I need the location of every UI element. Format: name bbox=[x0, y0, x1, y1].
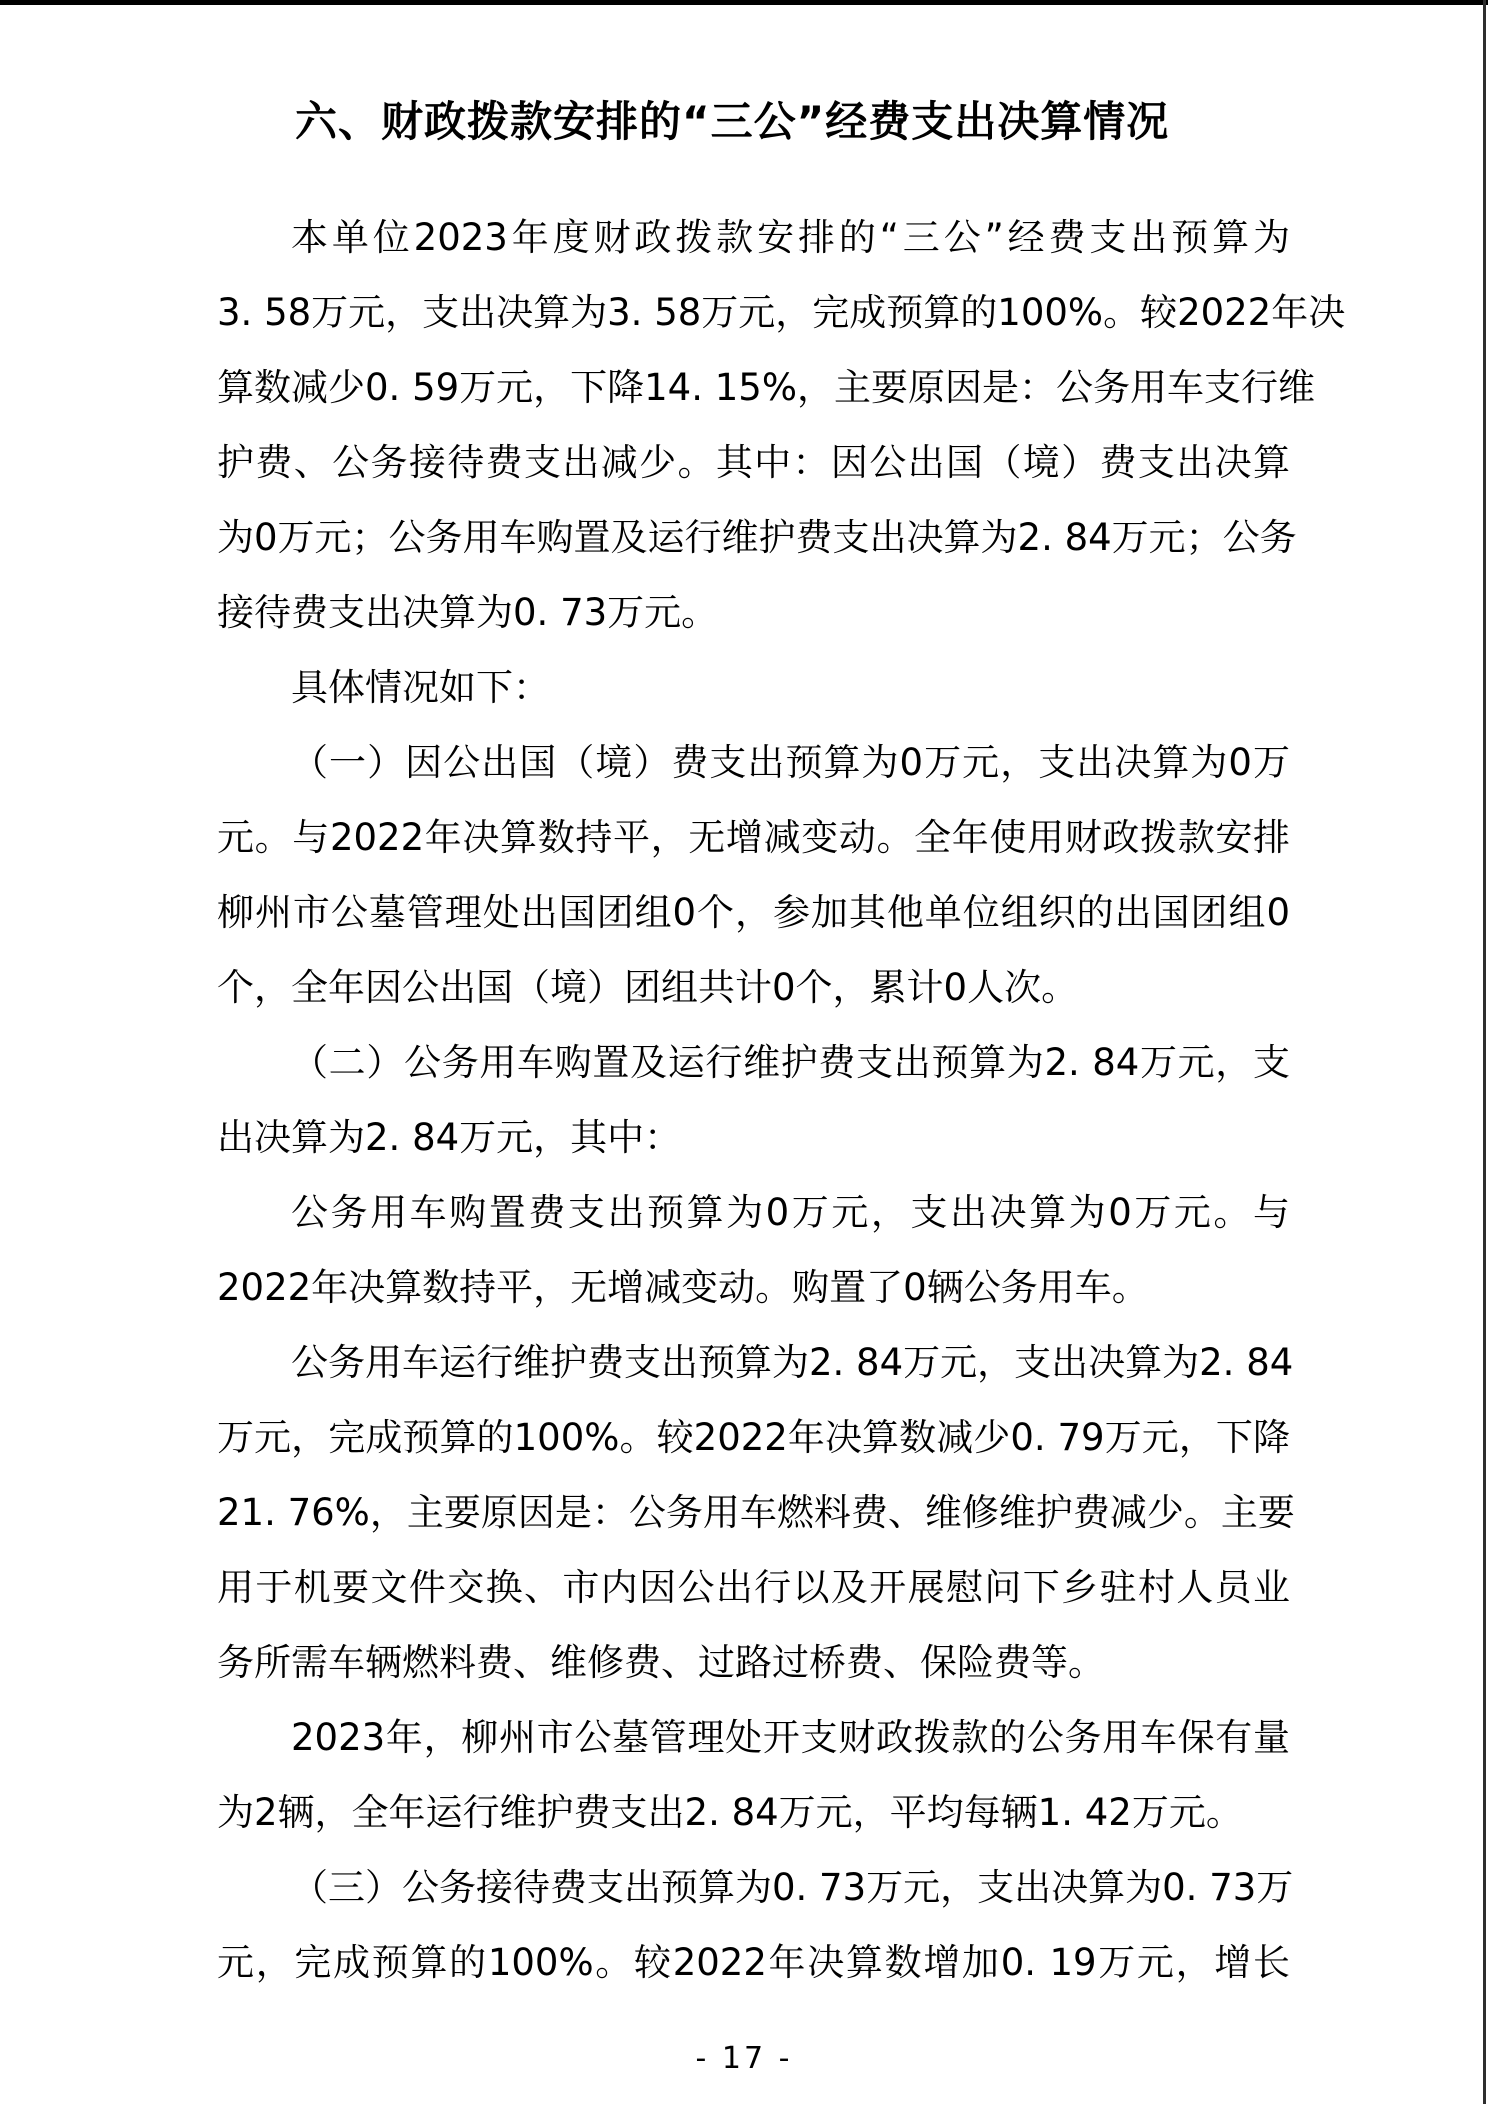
text-line: 公务用车购置费支出预算为0万元，支出决算为0万元。与 bbox=[291, 1191, 1290, 1234]
text-line: 3. 58万元，支出决算为3. 58万元，完成预算的100%。较2022年决 bbox=[217, 291, 1346, 334]
text-line: 具体情况如下： bbox=[291, 666, 550, 709]
section-title: 六、财政拨款安排的“三公”经费支出决算情况 bbox=[295, 97, 1170, 146]
paragraph-vehicle-maintenance bbox=[217, 1325, 1295, 1700]
text-line: 个，全年因公出国（境）团组共计0个，累计0人次。 bbox=[217, 966, 1079, 1009]
text-line: 接待费支出决算为0. 73万元。 bbox=[217, 591, 719, 634]
text-line: 元，完成预算的100%。较2022年决算数增加0. 19万元，增长 bbox=[217, 1941, 1290, 1984]
text-line: 元。与2022年决算数持平，无增减变动。全年使用财政拨款安排 bbox=[217, 816, 1290, 859]
paragraph-abroad-expense bbox=[217, 725, 1290, 1025]
text-line: 务所需车辆燃料费、维修费、过路过桥费、保险费等。 bbox=[217, 1641, 1105, 1684]
text-line: 公务用车运行维护费支出预算为2. 84万元，支出决算为2. 84 bbox=[291, 1341, 1294, 1384]
text-line: 2023年，柳州市公墓管理处开支财政拨款的公务用车保有量 bbox=[291, 1716, 1290, 1759]
text-line: 出决算为2. 84万元，其中： bbox=[217, 1116, 682, 1159]
document-body bbox=[217, 200, 1346, 2000]
text-line: 柳州市公墓管理处出国团组0个，参加其他单位组织的出国团组0 bbox=[217, 891, 1290, 934]
paragraph-details-intro bbox=[217, 650, 1290, 725]
paragraph-vehicle-count bbox=[217, 1700, 1290, 1850]
text-line: 万元，完成预算的100%。较2022年决算数减少0. 79万元，下降 bbox=[217, 1416, 1290, 1459]
text-line: 为2辆，全年运行维护费支出2. 84万元，平均每辆1. 42万元。 bbox=[217, 1791, 1243, 1834]
paragraph-summary bbox=[217, 200, 1346, 650]
page-number: - 17 - bbox=[695, 2041, 793, 2076]
text-line: （一）因公出国（境）费支出预算为0万元，支出决算为0万 bbox=[291, 741, 1290, 784]
text-line: （三）公务接待费支出预算为0. 73万元，支出决算为0. 73万 bbox=[291, 1866, 1294, 1909]
text-line: 本单位2023年度财政拨款安排的“三公”经费支出预算为 bbox=[291, 216, 1290, 259]
text-line: 21. 76%，主要原因是：公务用车燃料费、维修维护费减少。主要 bbox=[217, 1491, 1295, 1534]
text-line: 算数减少0. 59万元，下降14. 15%，主要原因是：公务用车支行维 bbox=[217, 366, 1315, 409]
paragraph-vehicle-total bbox=[217, 1025, 1290, 1175]
text-line: 2022年决算数持平，无增减变动。购置了0辆公务用车。 bbox=[217, 1266, 1149, 1309]
paragraph-vehicle-purchase bbox=[217, 1175, 1290, 1325]
paragraph-reception-expense bbox=[217, 1850, 1294, 2000]
page-top-border bbox=[0, 0, 1488, 5]
text-line: 用于机要文件交换、市内因公出行以及开展慰问下乡驻村人员业 bbox=[217, 1566, 1290, 1609]
text-line: （二）公务用车购置及运行维护费支出预算为2. 84万元，支 bbox=[291, 1041, 1290, 1084]
page-right-border bbox=[1483, 0, 1486, 2104]
text-line: 为0万元；公务用车购置及运行维护费支出决算为2. 84万元；公务 bbox=[217, 516, 1297, 559]
text-line: 护费、公务接待费支出减少。其中：因公出国（境）费支出决算 bbox=[217, 441, 1290, 484]
